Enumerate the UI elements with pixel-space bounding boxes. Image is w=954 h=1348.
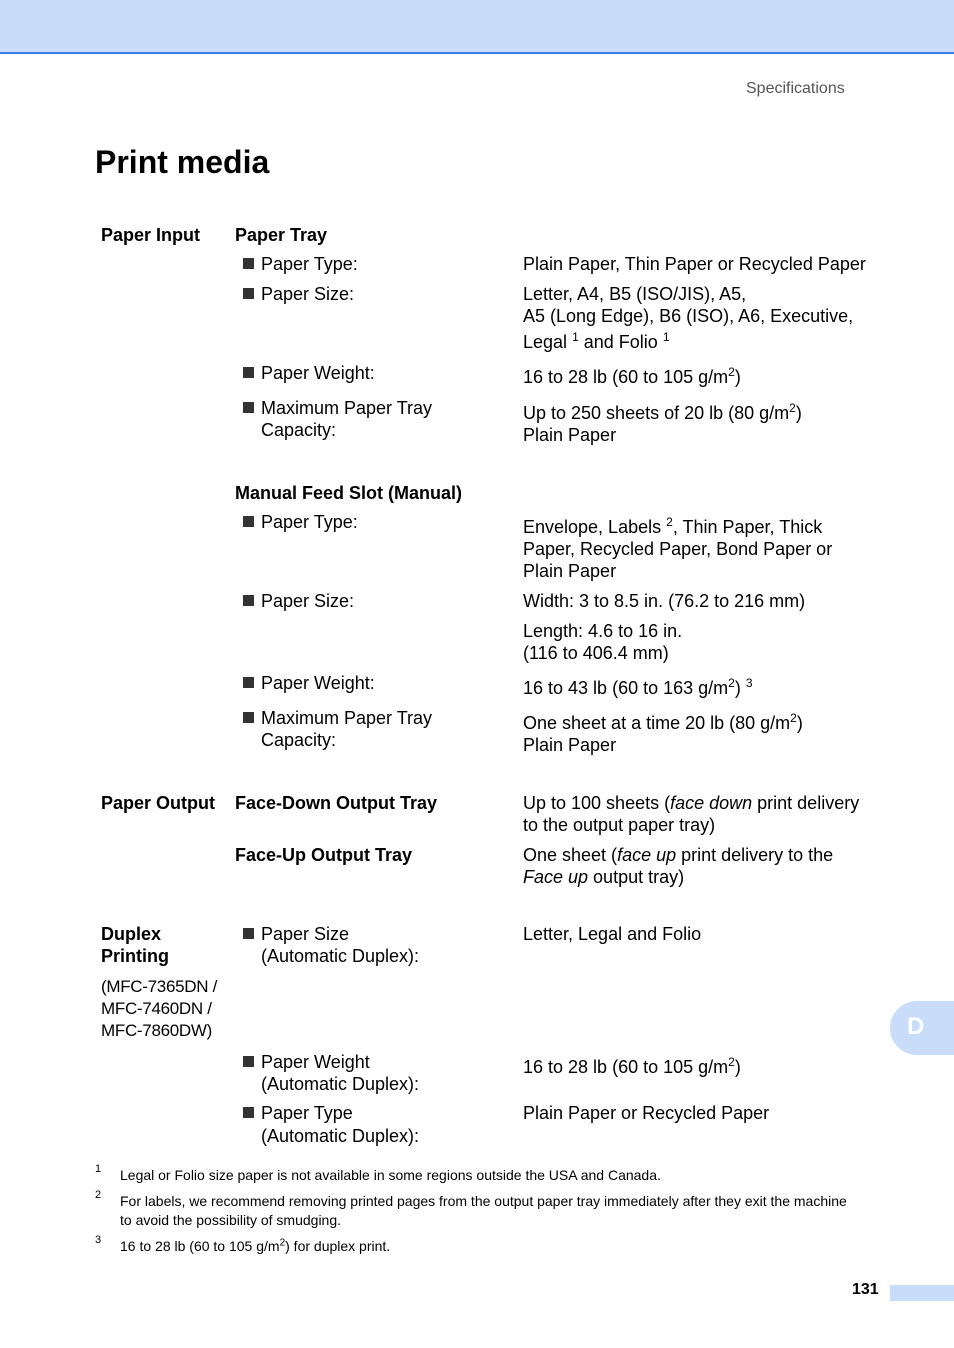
bullet-icon xyxy=(243,258,254,269)
manual-capacity-label-1: Maximum Paper Tray xyxy=(261,708,433,728)
footnote-number: 3 xyxy=(95,1234,102,1246)
bullet-icon xyxy=(243,595,254,606)
faceup-value-1: One sheet (face up print delivery to the xyxy=(523,845,834,865)
manual-weight-label: Paper Weight: xyxy=(261,673,375,693)
duplex-size-label-1: Paper Size xyxy=(261,924,350,944)
facedown-value-2: to the output paper tray) xyxy=(523,815,716,835)
manual-capacity-value-2: Plain Paper xyxy=(523,735,617,755)
tray-size-value-2: A5 (Long Edge), B6 (ISO), A6, Executive, xyxy=(523,306,854,326)
footnote-3: 16 to 28 lb (60 to 105 $g/m^2$) for duplex print. xyxy=(120,1237,391,1254)
tray-size-label: Paper Size: xyxy=(261,284,355,304)
footnote-mark: 1 xyxy=(572,330,579,344)
footnote-1: Legal or Folio size paper is not available in some regions outside the USA and Canada. xyxy=(120,1167,661,1183)
duplex-label-2: Printing xyxy=(101,946,169,966)
page-number: 131 xyxy=(852,1281,879,1298)
manual-size-label: Paper Size: xyxy=(261,591,355,611)
page-number-bar xyxy=(890,1285,954,1301)
tray-capacity-value-2: Plain Paper xyxy=(523,425,617,445)
duplex-models-3: MFC-7860DW) xyxy=(101,1021,212,1040)
manual-size-value-3: (116 to 406.4 mm) xyxy=(523,643,669,663)
manual-type-label: Paper Type: xyxy=(261,512,358,532)
bullet-icon xyxy=(243,516,254,527)
tray-size-value-1: Letter, A4, B5 (ISO/JIS), A5, xyxy=(523,284,747,304)
paper-tray-heading: Paper Tray xyxy=(235,225,328,245)
chapter-tab xyxy=(890,1001,954,1055)
tray-type-value: Plain Paper, Thin Paper or Recycled Paper xyxy=(523,254,866,274)
tray-capacity-label-2: Capacity: xyxy=(261,420,337,440)
manual-weight-value: 16 to 43 lb (60 to 163 $g/m^2$) $^3$ xyxy=(523,676,753,698)
manual-size-value-1: Width: 3 to 8.5 in. (76.2 to 216 mm) xyxy=(523,591,806,611)
paper-input-label: Paper Input xyxy=(101,225,201,245)
faceup-heading: Face-Up Output Tray xyxy=(235,845,413,865)
manual-feed-heading: Manual Feed Slot (Manual) xyxy=(235,483,463,503)
paper-output-label: Paper Output xyxy=(101,793,216,813)
page-title: Print media xyxy=(95,144,270,180)
footnote-mark: 3 xyxy=(745,676,753,690)
duplex-size-value: Letter, Legal and Folio xyxy=(523,924,702,944)
footnote-mark: 2 xyxy=(666,515,673,529)
top-banner xyxy=(0,0,954,54)
running-header: Specifications xyxy=(746,80,845,97)
footnote-2-line-2: to avoid the possibility of smudging. xyxy=(120,1212,342,1228)
bullet-icon xyxy=(243,1107,254,1118)
bullet-icon xyxy=(243,928,254,939)
tray-weight-label: Paper Weight: xyxy=(261,363,375,383)
duplex-label-1: Duplex xyxy=(101,924,162,944)
bullet-icon xyxy=(243,1056,254,1067)
footnote-number: 1 xyxy=(95,1163,102,1175)
duplex-type-value: Plain Paper or Recycled Paper xyxy=(523,1103,770,1123)
bullet-icon xyxy=(243,367,254,378)
manual-capacity-value-1: One sheet at a time 20 lb (80 $g/m^2$) xyxy=(523,711,803,733)
manual-size-value-2: Length: 4.6 to 16 in. xyxy=(523,621,683,641)
facedown-value-1: Up to 100 sheets (face down print delivery xyxy=(523,793,860,813)
tray-type-label: Paper Type: xyxy=(261,254,358,274)
duplex-weight-label-1: Paper Weight xyxy=(261,1052,370,1072)
duplex-type-label-2: (Automatic Duplex): xyxy=(261,1126,420,1146)
bullet-icon xyxy=(243,402,254,413)
duplex-weight-value: 16 to 28 lb (60 to 105 $g/m^2$) xyxy=(523,1055,741,1077)
faceup-value-2: Face up output tray) xyxy=(523,867,685,887)
manual-type-value-2: Paper, Recycled Paper, Bond Paper or xyxy=(523,539,833,559)
tray-capacity-label-1: Maximum Paper Tray xyxy=(261,398,433,418)
manual-capacity-label-2: Capacity: xyxy=(261,730,337,750)
tray-size-value-3: Legal $^1$ and Folio $^1$ xyxy=(523,330,670,352)
bullet-icon xyxy=(243,677,254,688)
duplex-type-label-1: Paper Type xyxy=(261,1103,353,1123)
manual-type-value-1: Envelope, Labels $^2$, Thin Paper, Thick xyxy=(523,515,823,537)
bullet-icon xyxy=(243,288,254,299)
bullet-icon xyxy=(243,712,254,723)
footnote-mark: 1 xyxy=(662,330,670,344)
duplex-size-label-2: (Automatic Duplex): xyxy=(261,946,420,966)
manual-type-value-3: Plain Paper xyxy=(523,561,617,581)
duplex-models-2: MFC-7460DN / xyxy=(101,999,212,1018)
tray-capacity-value-1: Up to 250 sheets of 20 lb (80 $g/m^2$) xyxy=(523,401,802,423)
facedown-heading: Face-Down Output Tray xyxy=(235,793,438,813)
duplex-models-1: (MFC-7365DN / xyxy=(101,977,218,996)
footnote-number: 2 xyxy=(95,1189,102,1201)
footnote-2-line-1: For labels, we recommend removing printed pages from the output paper tray immediately after they exit the machine xyxy=(120,1193,847,1209)
duplex-weight-label-2: (Automatic Duplex): xyxy=(261,1074,420,1094)
chapter-tab-letter: D xyxy=(907,1013,925,1040)
tray-weight-value: 16 to 28 lb (60 to 105 $g/m^2$) xyxy=(523,365,741,387)
